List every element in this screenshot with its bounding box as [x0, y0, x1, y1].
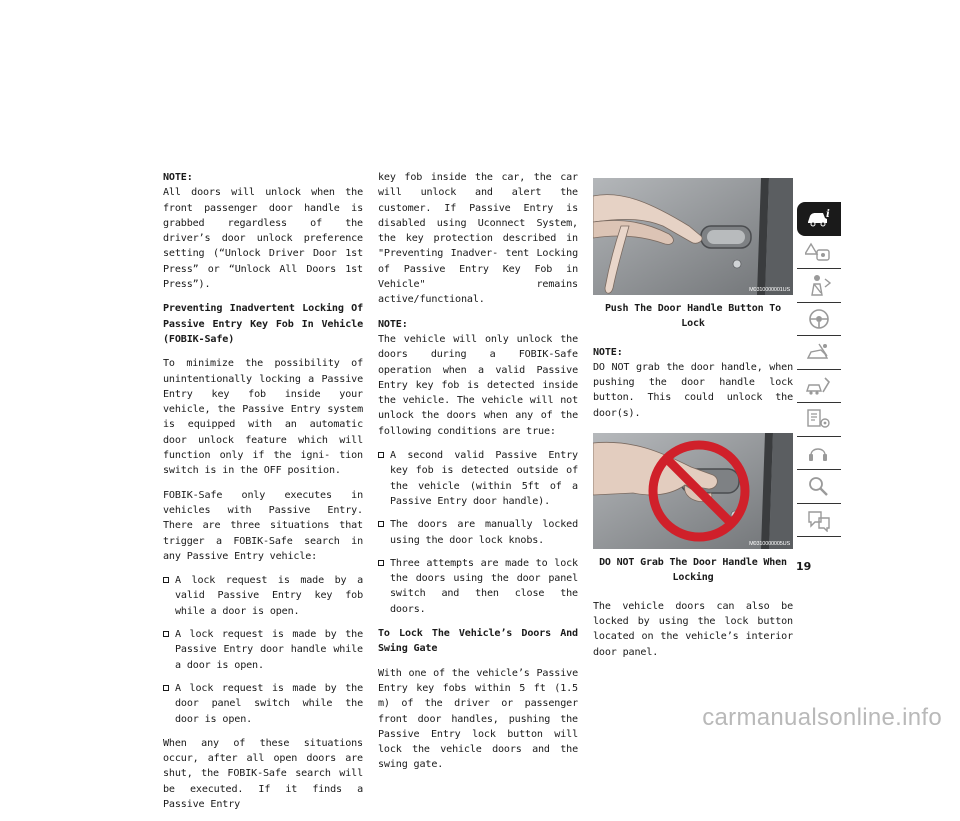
figure-code: M0310000001US: [749, 287, 790, 293]
list-item: A lock request is made by a valid Passive Entry key fob while a door is open.: [163, 573, 363, 619]
figure-code: M0310000005US: [749, 541, 790, 548]
note-1-title: NOTE:: [163, 172, 193, 183]
figure-1-caption: Push The Door Handle Button To Lock: [604, 303, 782, 330]
note-2: [378, 317, 578, 439]
car-info-icon: [805, 206, 833, 230]
watermark: carmanualsonline.info: [702, 704, 942, 731]
note-3-text: DO NOT grab the door handle, when pushing the door handle lock button. This could unlock the door(s).: [593, 361, 793, 419]
paragraph: The vehicle doors can also be locked by using the lock button located on the vehicle’s interior door panel.: [593, 600, 793, 658]
seatbelt-airbag-icon: [805, 273, 833, 297]
column-3: [593, 174, 793, 669]
tab-technical-specifications[interactable]: [797, 403, 841, 437]
tab-safety[interactable]: [797, 269, 841, 303]
door-handle-push-photo: [593, 178, 793, 295]
list-item: A second valid Passive Entry key fob is detected outside of the vehicle (within 5ft of a Passive Entry door handle).: [378, 448, 578, 509]
paragraph: With one of the vehicle’s Passive Entry key fobs within 5 ft (1.5 m) of the driver or passenger front door handles, pushing the Passive Entry lock button will lock the vehicle doors and the swing gate.: [378, 667, 578, 771]
list-item: A lock request is made by the door panel switch while the door is open.: [163, 681, 363, 727]
paragraph: key fob inside the car, the car will unlock and alert the customer. If Passive Entry is disabled using Uconnect System, the key protection described in "Preventing Inadver- tent Locking of Passive Entry Key Fob in Vehicle" remains active/functional.: [378, 172, 578, 306]
tab-starting-operating[interactable]: [797, 303, 841, 337]
section-title-fobik-safe: Preventing Inadvertent Locking Of Passive Entry Key Fob In Vehicle (FOBIK-Safe): [163, 303, 363, 345]
checkbox-bullet-icon: [163, 577, 169, 583]
search-index-icon: [805, 474, 833, 498]
section-title-lock-doors: To Lock The Vehicle’s Doors And Swing Gate: [378, 628, 578, 655]
column-1: [163, 170, 363, 821]
tab-servicing-maintenance[interactable]: [797, 370, 841, 404]
tab-multimedia[interactable]: [797, 437, 841, 471]
steering-wheel-icon: [805, 307, 833, 331]
figure-2-caption: DO NOT Grab The Door Handle When Locking: [599, 557, 787, 584]
emergency-car-icon: [805, 340, 833, 364]
checkbox-bullet-icon: [163, 685, 169, 691]
multimedia-icon: [805, 441, 833, 465]
chapter-tabs: [797, 202, 841, 537]
checkbox-bullet-icon: [378, 452, 384, 458]
door-handle-grab-prohibited-photo: [593, 433, 793, 549]
checkbox-bullet-icon: [163, 631, 169, 637]
list-item: A lock request is made by the Passive Entry door handle while a door is open.: [163, 627, 363, 673]
paragraph: FOBIK-Safe only executes in vehicles with Passive Entry. There are three situations that trigger a FOBIK-Safe search in any Passive Entry vehicle:: [163, 489, 363, 562]
checkbox-bullet-icon: [378, 521, 384, 527]
tab-index[interactable]: [797, 470, 841, 504]
warning-lights-icon: [805, 240, 833, 264]
door-handle-push-illustration: [593, 178, 793, 295]
paragraph: When any of these situations occur, after all open doors are shut, the FOBIK-Safe search will be executed. If it finds a Passive Entry: [163, 737, 363, 810]
column-2: [378, 170, 578, 782]
note-3: [593, 345, 793, 421]
checkbox-bullet-icon: [378, 560, 384, 566]
note-2-text: The vehicle will only unlock the doors during a FOBIK-Safe operation when a valid Passive Entry key fob is detected inside the vehicle. The vehicle will not unlock the doors when any of the following conditions are true:: [378, 333, 578, 437]
tab-dashboard[interactable]: [797, 236, 841, 270]
svg-text:i: i: [826, 209, 830, 221]
note-3-title: NOTE:: [593, 346, 623, 358]
bullet-list: [378, 448, 578, 617]
bullet-list: [163, 573, 363, 727]
page-number: 19: [796, 560, 812, 573]
tab-getting-to-know-vehicle[interactable]: [797, 202, 841, 236]
note-1-text: All doors will unlock when the front passenger door handle is grabbed regardless of the driver’s door unlock preference setting (“Unlock Driver Door 1st Press” or “Unlock All Doors 1st Press”).: [163, 187, 363, 291]
note-2-title: NOTE:: [378, 318, 408, 330]
prohibited-grab-illustration: [593, 433, 793, 549]
list-item: Three attempts are made to lock the doors using the door panel switch and then close the doors.: [378, 556, 578, 617]
specifications-gears-icon: [805, 407, 833, 431]
language-icon: [805, 508, 833, 532]
note-1: [163, 170, 363, 292]
car-service-icon: [805, 374, 833, 398]
paragraph: To minimize the possibility of unintentionally locking a Passive Entry key fob inside your vehicle, the Passive Entry system is equipped with an automatic door unlock feature which will function only if the igni- tion switch is in the OFF position.: [163, 358, 363, 477]
list-item: The doors are manually locked using the door lock knobs.: [378, 517, 578, 548]
tab-language[interactable]: [797, 504, 841, 538]
tab-in-case-of-emergency[interactable]: [797, 336, 841, 370]
